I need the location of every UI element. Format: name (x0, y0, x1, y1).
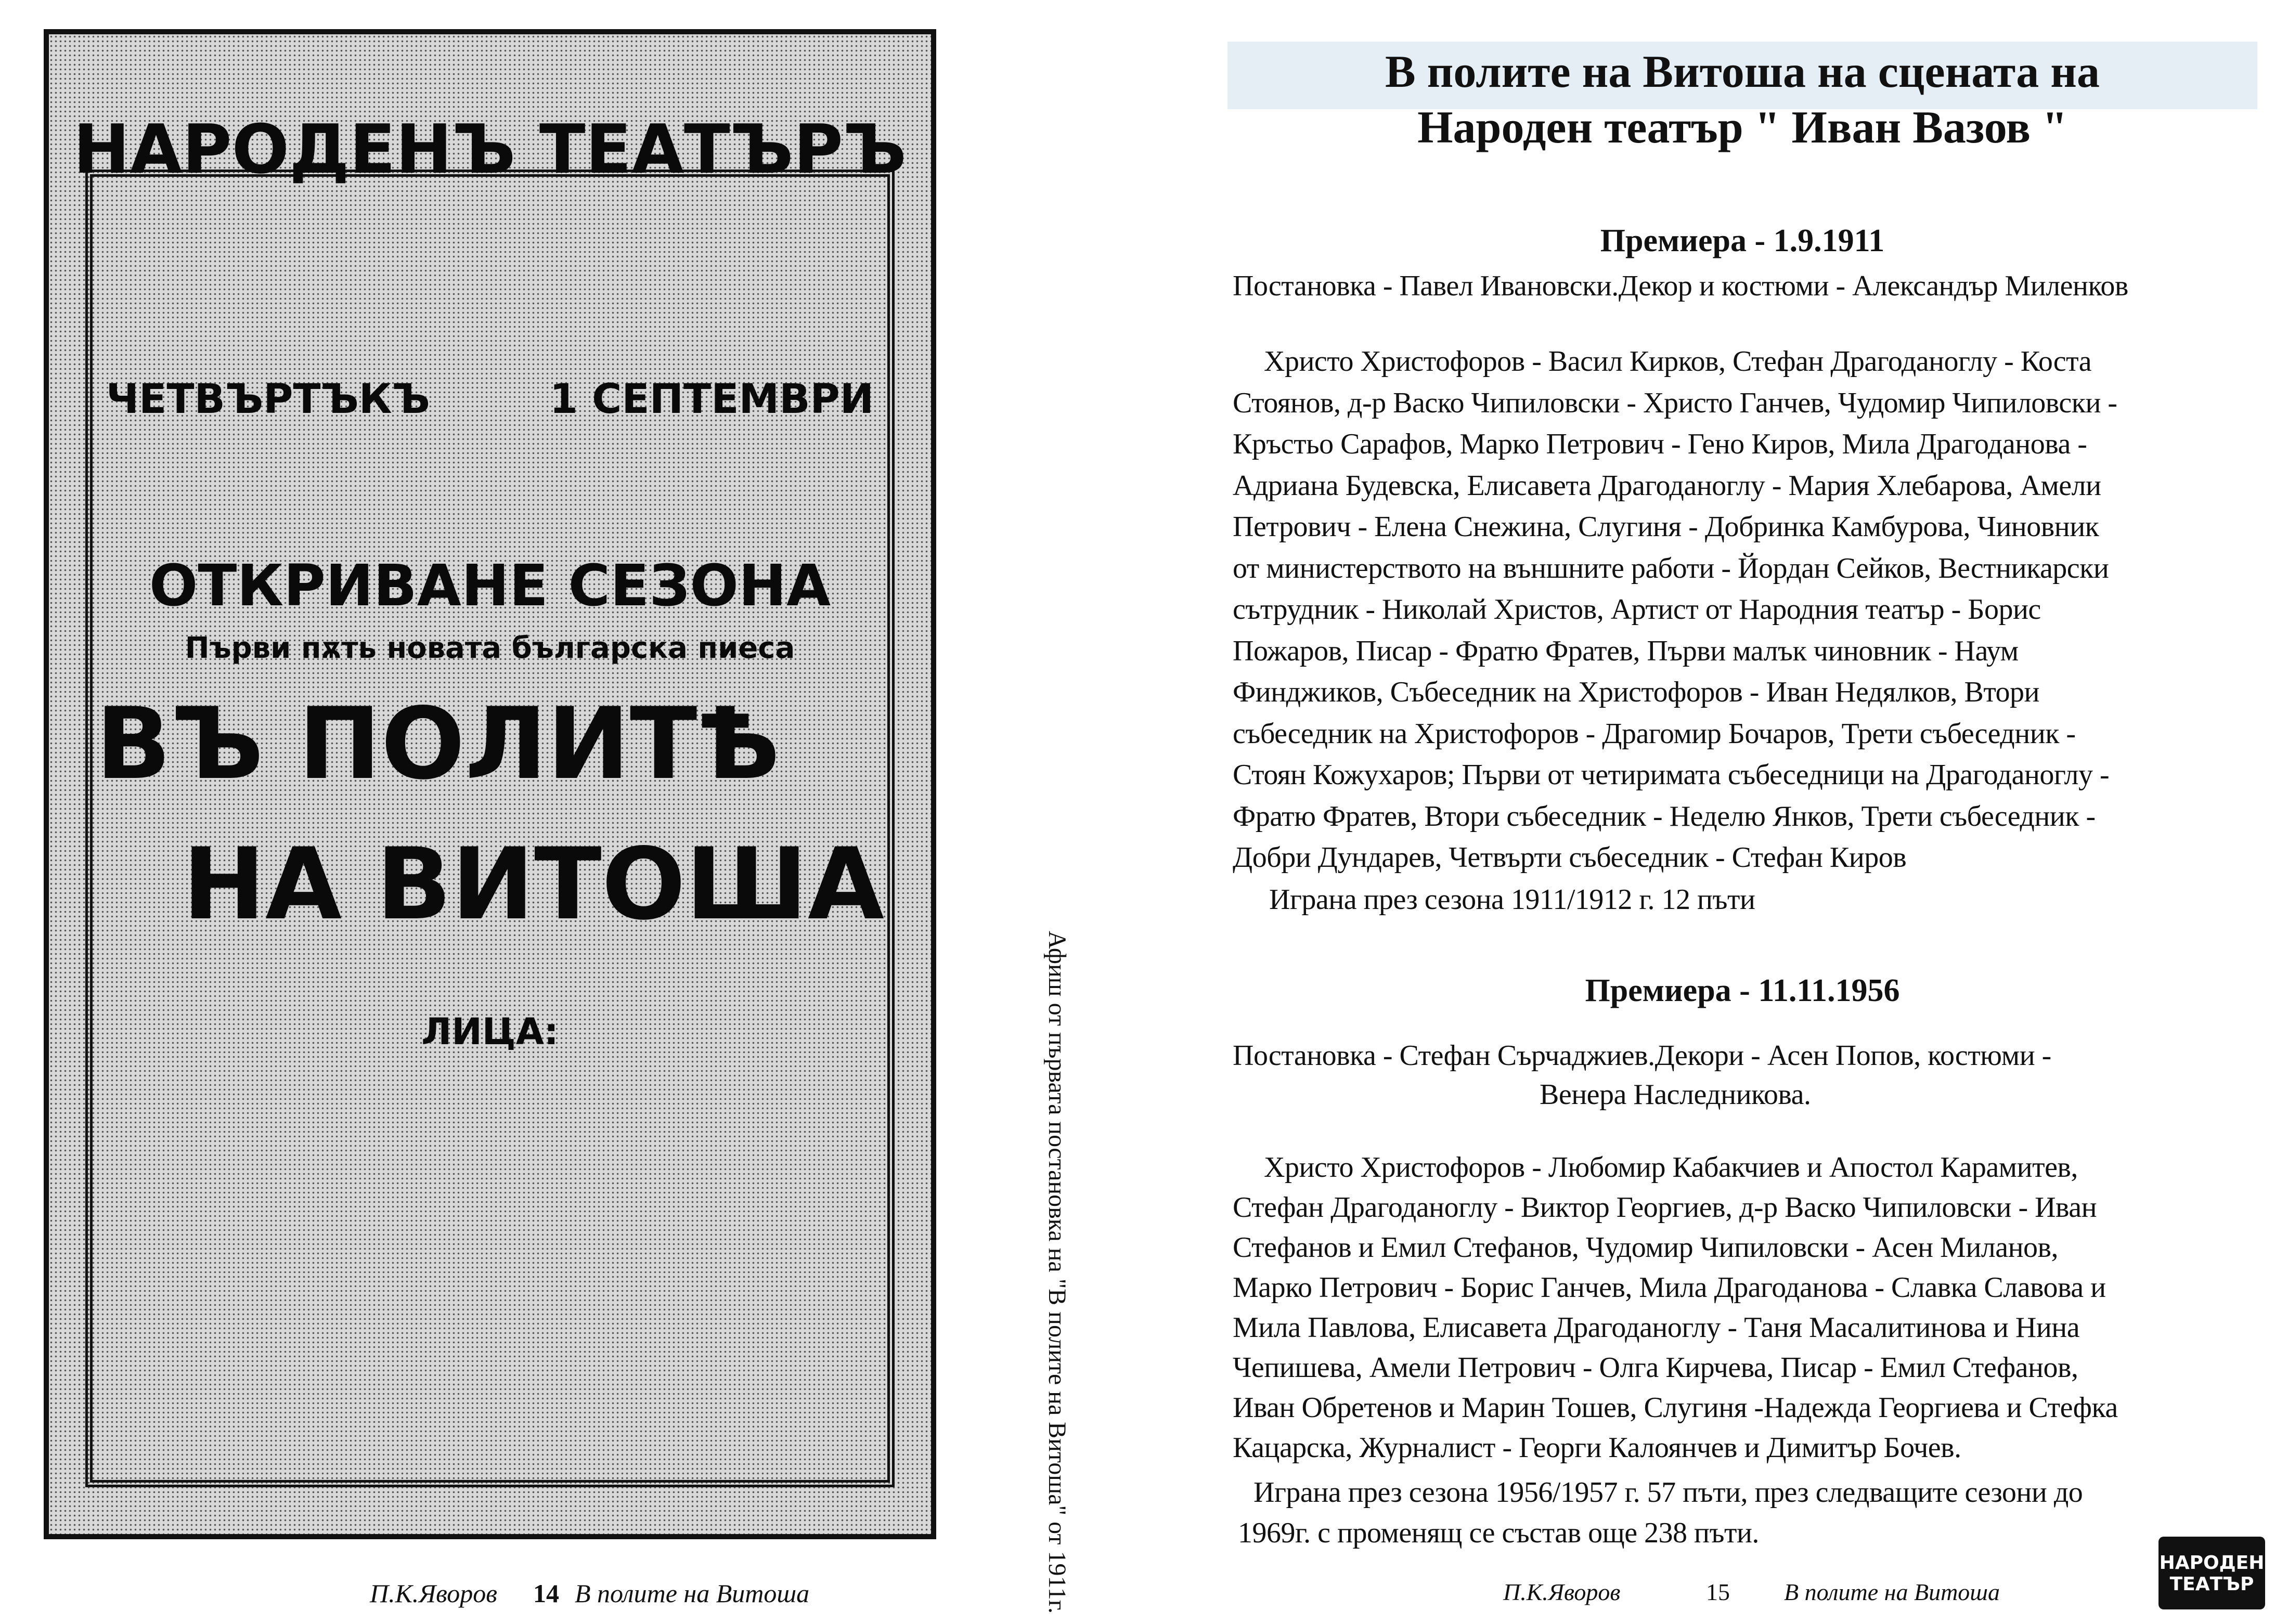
premiere-1911-heading: Премиера - 1.9.1911 (1600, 223, 1885, 258)
poster-day: ЧЕТВЪРТЪКЪ (106, 376, 430, 423)
logo-line-1: НАРОДЕН (2159, 1552, 2265, 1574)
poster-play-title-1: ВЪ ПОЛИТѢ (96, 686, 781, 801)
cast-line: Стоянов, д-р Васко Чипиловски - Христо Ганчев, Чудомир Чипиловски - (1233, 386, 2117, 419)
cast-line: Адриана Будевска, Елисавета Драгоданоглу - Мария Хлебарова, Амели (1233, 469, 2101, 502)
footer-author-right: П.К.Яворов (1503, 1579, 1621, 1605)
theatre-poster-image (44, 29, 936, 1539)
cast-line: Пожаров, Писар - Фратю Фратев, Първи малък чиновник - Наум (1233, 634, 2019, 667)
cast-line: Иван Обретенов и Марин Тошев, Слугиня -Надежда Георгиева и Стефка (1233, 1392, 2118, 1424)
cast-line: Кръстьо Сарафов, Марко Петрович - Гено Киров, Мила Драгоданова - (1233, 428, 2087, 460)
cast-line: Финджиков, Събеседник на Христофоров - Иван Недялков, Втори (1233, 676, 2040, 708)
footer-author-left: П.К.Яворов (370, 1579, 497, 1608)
cast-line: Добри Дундарев, Четвърти събеседник - Стефан Киров (1233, 841, 1907, 874)
page-number-right: 15 (1706, 1579, 1730, 1605)
premiere-1956-heading: Премиера - 11.11.1956 (1585, 973, 1900, 1008)
footer-book-left: В полите на Витоша (575, 1579, 810, 1608)
premiere-1956-played-2: 1969г. с променящ се състав още 238 пъти. (1238, 1517, 1759, 1549)
cast-line: от министерството на външните работи - Йордан Сейков, Вестникарски (1233, 552, 2109, 584)
cast-line: Стефанов и Емил Стефанов, Чудомир Чипиловски - Асен Миланов, (1233, 1231, 2058, 1264)
page-title-line-2: Народен театър " Иван Вазов " (1417, 102, 2067, 153)
cast-line: Стефан Драгоданоглу - Виктор Георгиев, д-р Васко Чипиловски - Иван (1233, 1191, 2097, 1224)
page-title-line-1: В полите на Витоша на сцената на (1385, 47, 2100, 97)
cast-line: Чепишева, Амели Петрович - Олга Кирчева, Писар - Емил Стефанов, (1233, 1352, 2078, 1384)
cast-line: Кацарска, Журналист - Георги Калоянчев и Димитър Бочев. (1233, 1432, 1961, 1464)
cast-line: събеседник на Христофоров - Драгомир Бочаров, Трети събеседник - (1233, 717, 2076, 750)
logo-line-2: ТЕАТЪР (2169, 1574, 2254, 1595)
premiere-1956-played-1: Играна през сезона 1956/1957 г. 57 пъти, през следващите сезони до (1253, 1476, 2083, 1509)
footer-book-right: В полите на Витоша (1784, 1579, 2000, 1605)
premiere-1911-staging: Постановка - Павел Ивановски.Декор и костюми - Александър Миленков (1233, 270, 2128, 302)
poster-subtitle: Първи пѫть новата българска пиеса (185, 631, 795, 665)
cast-line: Христо Христофоров - Любомир Кабакчиев и Апостол Карамитев, (1264, 1151, 2078, 1184)
cast-line: Фратю Фратев, Втори събеседник - Неделю Янков, Трети събеседник - (1233, 800, 2096, 833)
poster-date: 1 СЕПТЕМВРИ (549, 376, 874, 423)
premiere-1956-staging-2: Венера Наследникова. (1540, 1079, 1811, 1111)
page-number-left: 14 (533, 1579, 559, 1608)
poster-theatre-name: НАРОДЕНЪ ТЕАТЪРЪ (73, 110, 907, 189)
poster-cast-heading: ЛИЦА: (421, 1010, 559, 1053)
national-theatre-logo (2158, 1537, 2265, 1609)
poster-play-title-2: НА ВИТОША (183, 827, 884, 942)
premiere-1911-played: Играна през сезона 1911/1912 г. 12 пъти (1269, 884, 1755, 916)
cast-line: Христо Христофоров - Васил Кирков, Стефан Драгоданоглу - Коста (1264, 345, 2092, 378)
cast-line: Стоян Кожухаров; Първи от четиримата събеседници на Драгоданоглу - (1233, 759, 2110, 791)
poster-event: ОТКРИВАНЕ СЕЗОНА (149, 552, 831, 619)
cast-line: сътрудник - Николай Христов, Артист от Народния театър - Борис (1233, 593, 2041, 626)
cast-line: Петрович - Елена Снежина, Слугиня - Добринка Камбурова, Чиновник (1233, 511, 2099, 543)
cast-line: Марко Петрович - Борис Ганчев, Мила Драгоданова - Славка Славова и (1233, 1271, 2106, 1304)
poster-caption: Афиш от първата постановка на "В полите на Витоша" от 1911г. (1043, 931, 1071, 1614)
cast-line: Мила Павлова, Елисавета Драгоданоглу - Таня Масалитинова и Нина (1233, 1311, 2080, 1344)
premiere-1956-staging-1: Постановка - Стефан Сърчаджиев.Декори - Асен Попов, костюми - (1233, 1040, 2051, 1072)
